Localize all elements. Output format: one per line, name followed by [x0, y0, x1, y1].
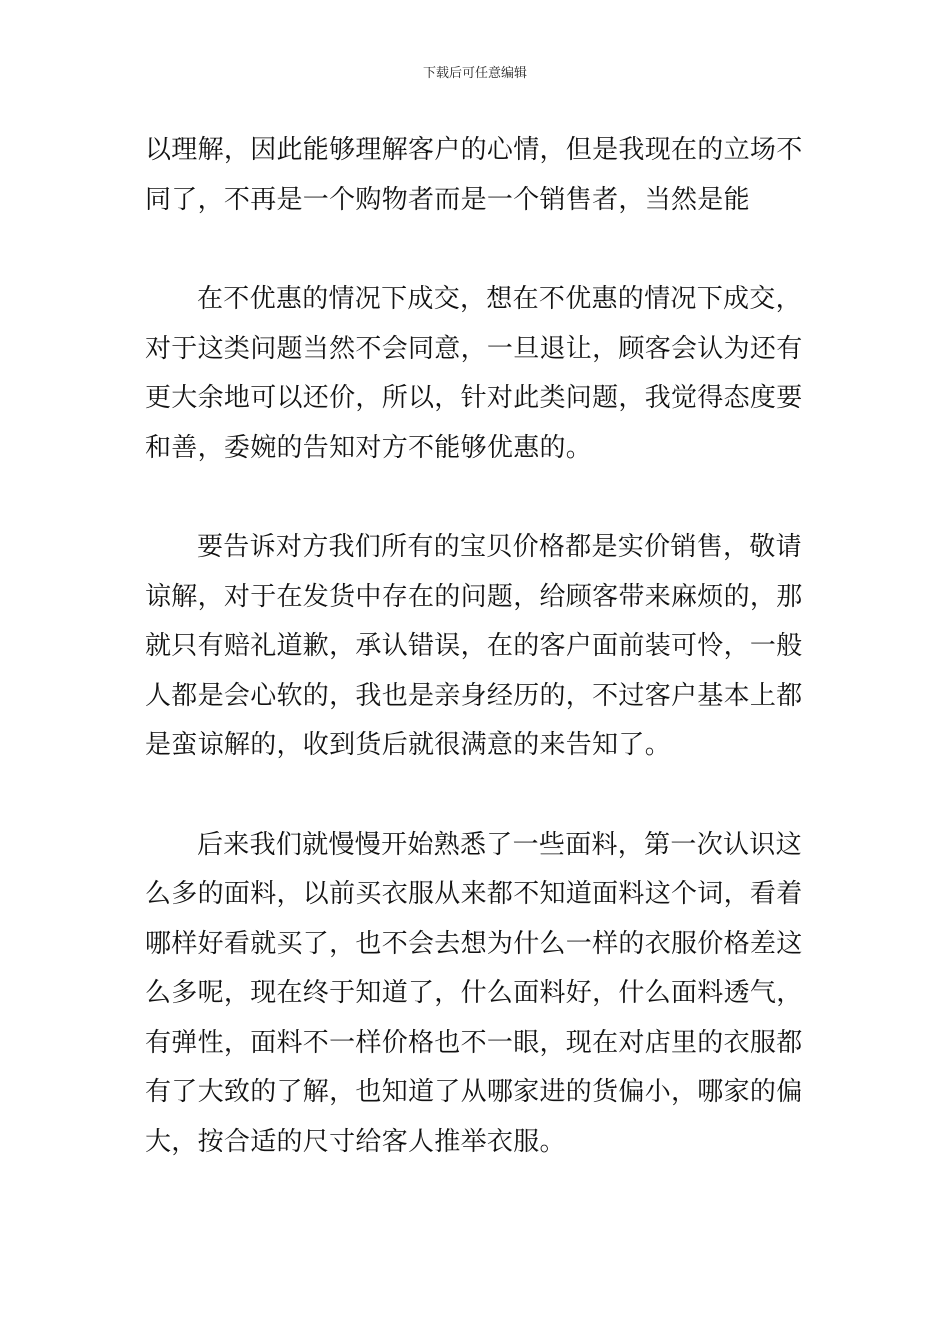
text-line: 么多的面料，以前买衣服从来都不知道面料这个词，看着 — [145, 879, 803, 909]
text-line: 谅解，对于在发货中存在的问题，给顾客带来麻烦的，那 — [145, 581, 803, 612]
text-line: 和善，委婉的告知对方不能够优惠的。 — [145, 432, 593, 463]
text-line: 哪样好看就买了，也不会去想为什么一样的衣服价格差这 — [145, 928, 803, 959]
text-line: 有弹性，面料不一样价格也不一眼，现在对店里的衣服都 — [145, 1027, 803, 1058]
text-line: 么多呢，现在终于知道了，什么面料好，什么面料透气， — [145, 978, 803, 1008]
text-line: 后来我们就慢慢开始熟悉了一些面料，第一次认识这 — [197, 829, 802, 860]
text-line: 人都是会心软的，我也是亲身经历的，不过客户基本上都 — [145, 680, 803, 711]
document-body — [145, 126, 810, 1167]
text-line: 大，按合适的尺寸给客人推举衣服。 — [145, 1126, 566, 1157]
text-line: 更大余地可以还价，所以，针对此类问题，我觉得态度要 — [145, 383, 803, 413]
paragraph-gap — [145, 225, 810, 275]
text-line: 就只有赔礼道歉，承认错误，在的客户面前装可怜，一般 — [145, 631, 803, 661]
paragraph-gap — [145, 473, 810, 523]
text-line: 有了大致的了解，也知道了从哪家进的货偏小，哪家的偏 — [145, 1077, 803, 1107]
paragraph-3 — [145, 523, 810, 771]
paragraph-1 — [145, 126, 810, 225]
text-line: 是蛮谅解的，收到货后就很满意的来告知了。 — [145, 730, 672, 760]
paragraph-gap — [145, 771, 810, 821]
text-line: 在不优惠的情况下成交，想在不优惠的情况下成交， — [197, 284, 802, 314]
text-line: 要告诉对方我们所有的宝贝价格都是实价销售，敬请 — [197, 532, 802, 562]
text-line: 以理解，因此能够理解客户的心情，但是我现在的立场不 — [145, 135, 803, 165]
header-note: 下载后可任意编辑 — [422, 66, 527, 81]
text-line: 同了，不再是一个购物者而是一个销售者，当然是能 — [145, 184, 750, 215]
paragraph-2 — [145, 275, 810, 473]
text-line: 对于这类问题当然不会同意，一旦退让，顾客会认为还有 — [145, 333, 803, 364]
paragraph-4 — [145, 821, 810, 1168]
